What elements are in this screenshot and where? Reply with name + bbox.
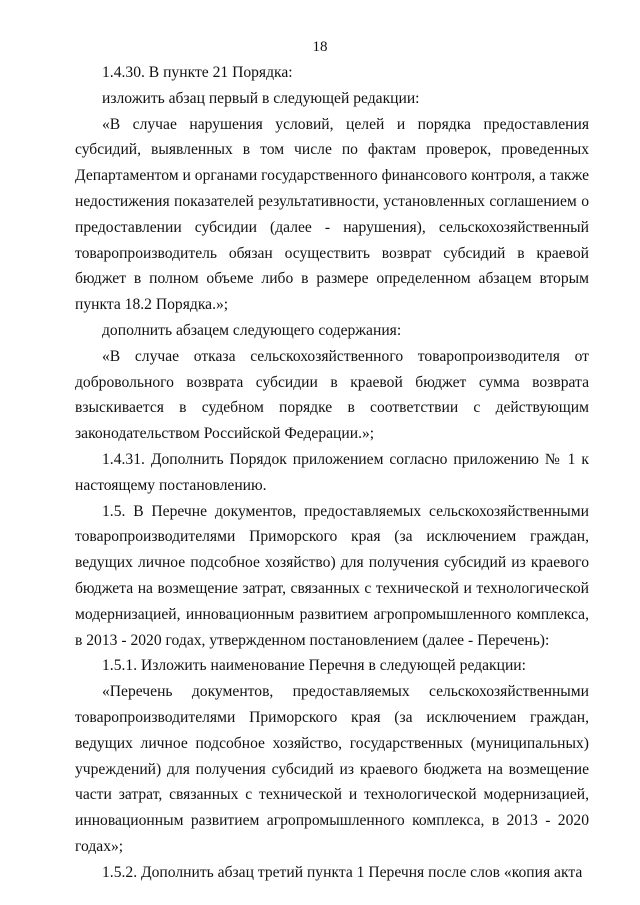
- paragraph-quote-violation: «В случае нарушения условий, целей и порядка предоставления субсидий, выявленных в том числе по фактам проверок, проведенных Департаментом и органами государственного финансового контроля, а также недостижения показателей результативности, установленных соглашением о предоставлении субсидии (далее - нарушения), сельскохозяйственный товаропроизводитель обязан осуществить возврат субсидий в краевой бюджет в полном объеме либо в размере определенном абзацем вторым пункта 18.2 Порядка.»;: [75, 115, 589, 314]
- paragraph-1-5-1: 1.5.1. Изложить наименование Перечня в следующей редакции:: [102, 657, 526, 675]
- paragraph-quote-list-title: «Перечень документов, предоставляемых сельскохозяйственными товаропроизводителями Приморского края (за исключением граждан, ведущих личное подсобное хозяйство, государственных (муниципальных) учреждений) для получения субсидий из краевого бюджета на возмещение части затрат, связанных с технической и технологической модернизацией, инновационным развитием агропромышленного комплекса, в 2013 - 2020 годах»;: [75, 683, 589, 855]
- paragraph-1-5-2: 1.5.2. Дополнить абзац третий пункта 1 Перечня после слов «копия акта: [102, 863, 583, 881]
- paragraph-instruction-add-abzac: дополнить абзацем следующего содержания:: [102, 321, 402, 339]
- page-number: 18: [312, 39, 328, 55]
- paragraph-1-5: 1.5. В Перечне документов, предоставляемых сельскохозяйственными товаропроизводителями Приморского края (за исключением граждан, ведущих личное подсобное хозяйство) для получения субсидий из краевого бюджета на возмещение затрат, связанных с технической и технологической модернизацией, инновационным развитием агропромышленного комплекса, в 2013 - 2020 годах, утвержденном постановлением (далее - Перечень):: [75, 502, 589, 649]
- paragraph-quote-refusal: «В случае отказа сельскохозяйственного товаропроизводителя от добровольного возврата субсидии в краевой бюджет сумма возврата взыскивается в судебном порядке в соответствии с действующим законодательством Российской Федерации.»;: [75, 347, 589, 443]
- paragraph-1-4-30-heading: 1.4.30. В пункте 21 Порядка:: [102, 64, 293, 81]
- document-body: [75, 60, 589, 886]
- paragraph-1-4-31: 1.4.31. Дополнить Порядок приложением согласно приложению № 1 к настоящему постановлению.: [75, 450, 589, 494]
- paragraph-instruction-first-abzac: изложить абзац первый в следующей редакции:: [102, 89, 420, 107]
